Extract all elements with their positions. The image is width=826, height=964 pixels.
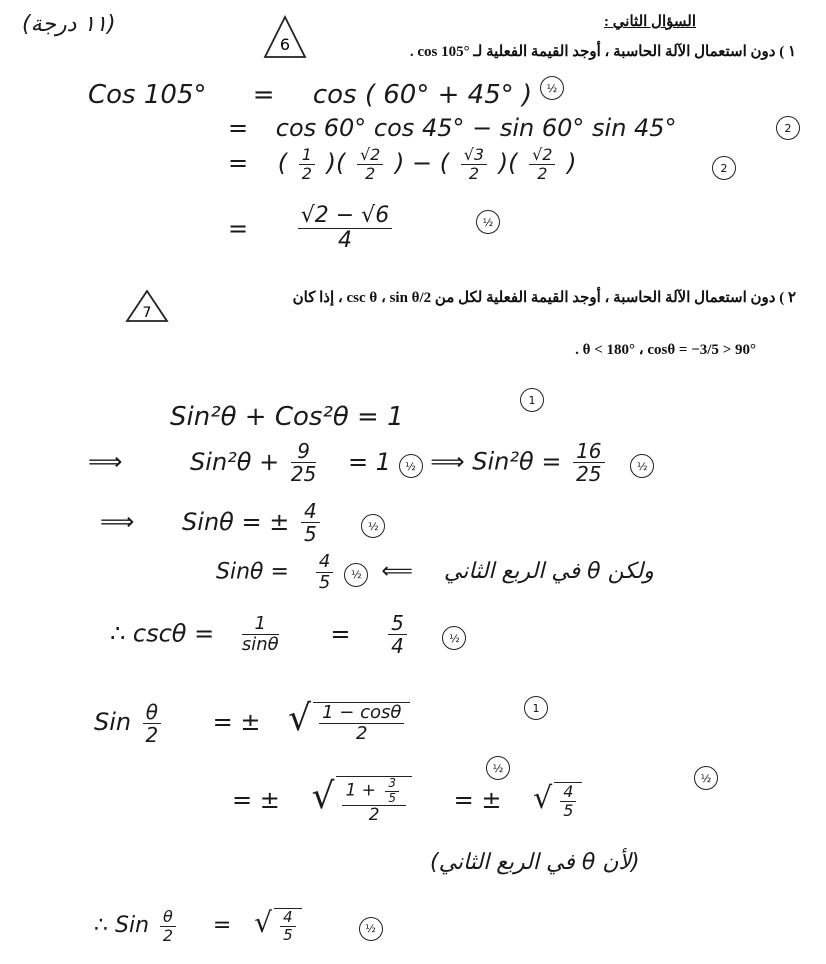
q1-line4 xyxy=(228,204,396,253)
q1-frac-r2b xyxy=(529,146,555,182)
q1-half-den: 2 xyxy=(301,163,312,183)
q1-l1-lhs: Cos 105° xyxy=(88,80,207,110)
q2-frac-16-25 xyxy=(573,440,604,485)
question-title: السؤال الثاني : xyxy=(604,14,696,30)
q2-mark-7: 1 xyxy=(524,696,548,720)
q2-five: 5 xyxy=(303,522,317,546)
q2-line6 xyxy=(94,698,410,746)
q1-frac-r2 xyxy=(357,146,383,182)
q2-half-sin: Sin xyxy=(94,708,132,736)
q2-left-arrow: ⟸ xyxy=(381,559,413,585)
q2-reason-note: (لأن θ في الربع الثاني) xyxy=(430,850,640,875)
q1-result-num: √2 − √6 xyxy=(298,204,392,229)
score-triangle-1 xyxy=(262,14,308,60)
q1-line2 xyxy=(228,114,677,142)
q2-frac-9-25 xyxy=(291,440,316,485)
q2-five-b: 5 xyxy=(318,571,331,593)
q2-sqrt-num2a: 1 + xyxy=(345,781,376,802)
q2-line5 xyxy=(110,612,466,657)
q2-line2 xyxy=(88,440,654,485)
q1-mark-2: 2 xyxy=(776,116,800,140)
q1-r2-num: √2 xyxy=(357,146,383,165)
q2-sin-theta: sinθ xyxy=(241,634,279,655)
q2-mark-5: ½ xyxy=(344,563,368,587)
q2-mark-1: 1 xyxy=(520,388,544,412)
q1-frac-r3 xyxy=(461,146,487,182)
q2-mark-8: ½ xyxy=(486,756,510,780)
q2-sqrt-num1: 1 − cosθ xyxy=(319,703,404,724)
q2-sqrt-sign-4: √ xyxy=(254,906,273,939)
q2-sixteen: 16 xyxy=(573,440,604,463)
q2-twentyfive-b: 25 xyxy=(576,462,602,486)
q1-l2-rhs: cos 60° cos 45° − sin 60° sin 45° xyxy=(275,114,677,142)
q2-frac-5-4 xyxy=(388,612,407,657)
score-note: (١١ درجة) xyxy=(22,12,116,37)
q2-sqrt-sign-3: √ xyxy=(533,781,553,816)
q1-result xyxy=(298,204,392,253)
q2-eq-pm: = ± xyxy=(212,708,261,736)
q1-r2b-den: 2 xyxy=(537,163,548,183)
q2-line4 xyxy=(216,552,654,593)
q2-final-theta: θ xyxy=(160,908,176,927)
q1-line1 xyxy=(88,80,532,110)
triangle-1-value: 6 xyxy=(279,35,291,54)
q2-four-d: 4 xyxy=(560,783,576,802)
q2-line3 xyxy=(100,500,385,545)
q1-l2-eq: = xyxy=(228,114,249,142)
q2-quadrant-note: ولكن θ في الربع الثاني xyxy=(443,559,654,585)
q2-mark-6: ½ xyxy=(442,626,466,650)
q2-nine: 9 xyxy=(291,440,316,463)
q2-four-b: 4 xyxy=(316,552,333,573)
q2-arrow-1: ⟹ xyxy=(88,447,123,476)
q2-frac-1-sin xyxy=(242,614,279,655)
q2-mark-4: ½ xyxy=(361,514,385,538)
q2-theta: θ xyxy=(143,701,161,724)
q2-frac-4-5b xyxy=(316,552,333,593)
q1-mark-4: ½ xyxy=(476,210,500,234)
q2-implies-sin2: ⟹ Sin²θ = xyxy=(430,447,562,476)
q2-one: 1 xyxy=(242,614,279,635)
q2-prompt: ٢ ) دون استعمال الآلة الحاسبة ، أوجد القيمة الفعلية لكل من csc θ ، sin θ/2 ، إذا كان xyxy=(292,290,796,306)
q2-five-c: 5 xyxy=(388,612,407,635)
q2-sqrt-sign-2: √ xyxy=(311,776,335,817)
q2-final-frac-4-5 xyxy=(280,909,296,943)
q2-sub-a: Sin²θ + xyxy=(190,447,280,476)
q2-arrow-2: ⟹ xyxy=(100,507,135,536)
q1-l3-paren-e: ) xyxy=(567,149,577,178)
q1-mark-1: ½ xyxy=(540,76,564,100)
score-triangle-2 xyxy=(124,288,170,324)
q1-result-den: 4 xyxy=(337,228,352,254)
q2-condition: 90° < θ < 180° ، cosθ = −3/5 . xyxy=(575,342,756,358)
q1-l1-eq: = xyxy=(252,80,275,110)
q1-l3-paren-d: )( xyxy=(498,149,518,178)
q1-l1-rhs: cos ( 60° + 45° ) xyxy=(312,80,533,110)
q2-eq-one: = 1 xyxy=(347,447,391,476)
q2-four-e: 4 xyxy=(280,909,296,927)
q2-sqrt-frac-2 xyxy=(342,777,406,824)
q2-sqrt-sign-1: √ xyxy=(288,698,312,739)
q2-three: 3 xyxy=(385,777,399,791)
q1-l4-eq: = xyxy=(228,214,249,243)
q2-eq-csc: = xyxy=(330,619,351,648)
q2-mark-10: ½ xyxy=(359,917,383,941)
q2-frac-theta-2 xyxy=(143,701,161,746)
q2-four-c: 4 xyxy=(391,634,404,658)
q2-four: 4 xyxy=(301,500,320,523)
q1-l3-paren-c: ) − ( xyxy=(394,149,450,178)
q2-sqrt-den2: 2 xyxy=(368,804,380,825)
q2-final xyxy=(94,906,383,944)
q2-eq-pm2: = ± xyxy=(232,786,280,814)
q2-final-eq: = xyxy=(212,913,232,938)
q1-r3-num: √3 xyxy=(461,146,487,165)
q2-mark-9: ½ xyxy=(694,766,718,790)
q2-mark-2: ½ xyxy=(399,454,423,478)
triangle-2-value: 7 xyxy=(142,305,152,321)
q2-sqrt-frac-3 xyxy=(560,783,576,819)
q2-sin-pm: Sinθ = ± xyxy=(182,507,290,536)
q1-r2-den: 2 xyxy=(365,163,376,183)
q2-twentyfive: 25 xyxy=(290,462,317,486)
q2-final-lhs: ∴ Sin xyxy=(94,913,150,938)
q1-prompt: ١ ) دون استعمال الآلة الحاسبة ، أوجد القيمة الفعلية لـ cos 105° . xyxy=(409,44,796,60)
q2-final-two: 2 xyxy=(162,925,173,945)
q2-frac-3-5 xyxy=(385,777,399,804)
q2-line7 xyxy=(232,776,582,825)
q1-l3-paren-a: ( xyxy=(277,149,288,178)
q2-identity: Sin²θ + Cos²θ = 1 xyxy=(170,402,404,432)
q1-half-num: 1 xyxy=(299,146,315,165)
q2-sqrt-den1: 2 xyxy=(356,722,368,744)
q1-mark-3: 2 xyxy=(712,156,736,180)
q2-five-e: 5 xyxy=(563,800,574,820)
q2-five-f: 5 xyxy=(283,925,293,944)
q1-r3-den: 2 xyxy=(468,163,479,183)
q1-line3 xyxy=(228,146,577,182)
q2-sqrt-frac-1 xyxy=(319,703,404,744)
q1-l3-eq: = xyxy=(228,149,249,178)
q2-frac-4-5 xyxy=(301,500,320,545)
q2-five-d: 5 xyxy=(388,790,396,805)
q2-two: 2 xyxy=(145,722,159,747)
q1-frac-half xyxy=(299,146,315,182)
q1-r2b-num: √2 xyxy=(529,146,555,165)
q1-l3-paren-b: )( xyxy=(326,149,346,178)
q2-eq-pm3: = ± xyxy=(453,786,502,814)
q2-therefore-csc: ∴ cscθ = xyxy=(110,619,215,648)
q2-sin-eq: Sinθ = xyxy=(216,559,289,585)
q2-mark-3: ½ xyxy=(630,454,654,478)
q2-final-frac-theta-2 xyxy=(160,908,176,944)
